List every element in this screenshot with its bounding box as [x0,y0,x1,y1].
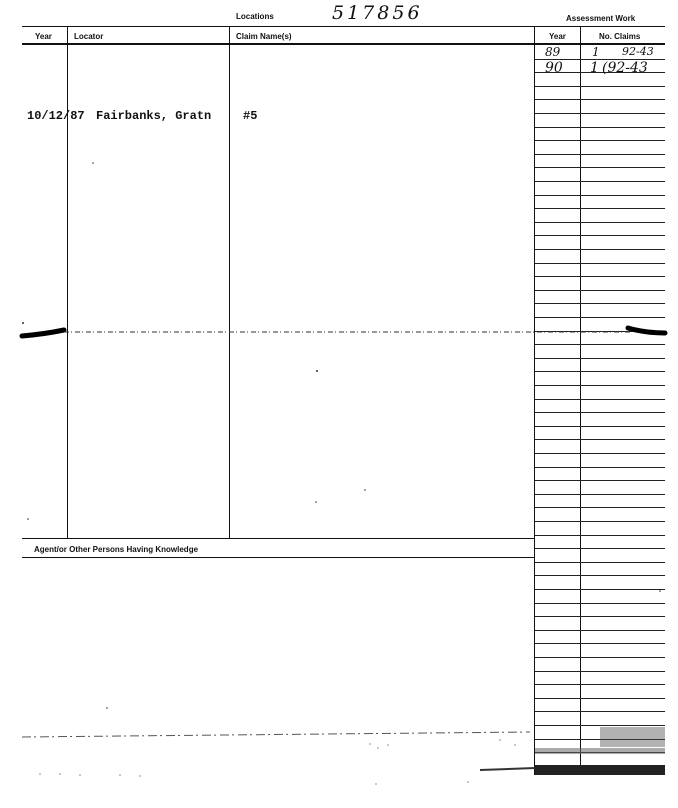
right-fold-mark [628,328,665,333]
agent-section-label: Agent/or Other Persons Having Knowledge [34,545,199,554]
locator-column-header: Locator [74,32,104,41]
aw-year-column-header: Year [549,32,566,41]
aw-row-1-year: 89 [545,45,561,59]
year-column-header: Year [35,32,52,41]
aw-row-1-count: 1 [592,45,600,59]
claim-names-column-header: Claim Name(s) [236,32,292,41]
assessment-work-label: Assessment Work [566,14,636,23]
aw-row-1-ref: 92-43 [622,45,654,58]
entry-claim-name: #5 [243,109,258,123]
bottom-faint-line [22,732,530,737]
aw-row-2-year: 90 [545,60,563,76]
aw-row-2-count: 1 [590,60,599,76]
location-number: 517856 [332,2,423,24]
entry-date: 10/12/87 [27,109,85,123]
aw-row-2-ref: (92-43 [602,60,648,76]
aw-no-claims-column-header: No. Claims [599,32,641,41]
left-fold-mark [22,330,64,336]
entry-locator: Fairbanks, Gratn [96,109,212,123]
bottom-noise-band [535,765,665,775]
locations-label: Locations [236,12,274,21]
